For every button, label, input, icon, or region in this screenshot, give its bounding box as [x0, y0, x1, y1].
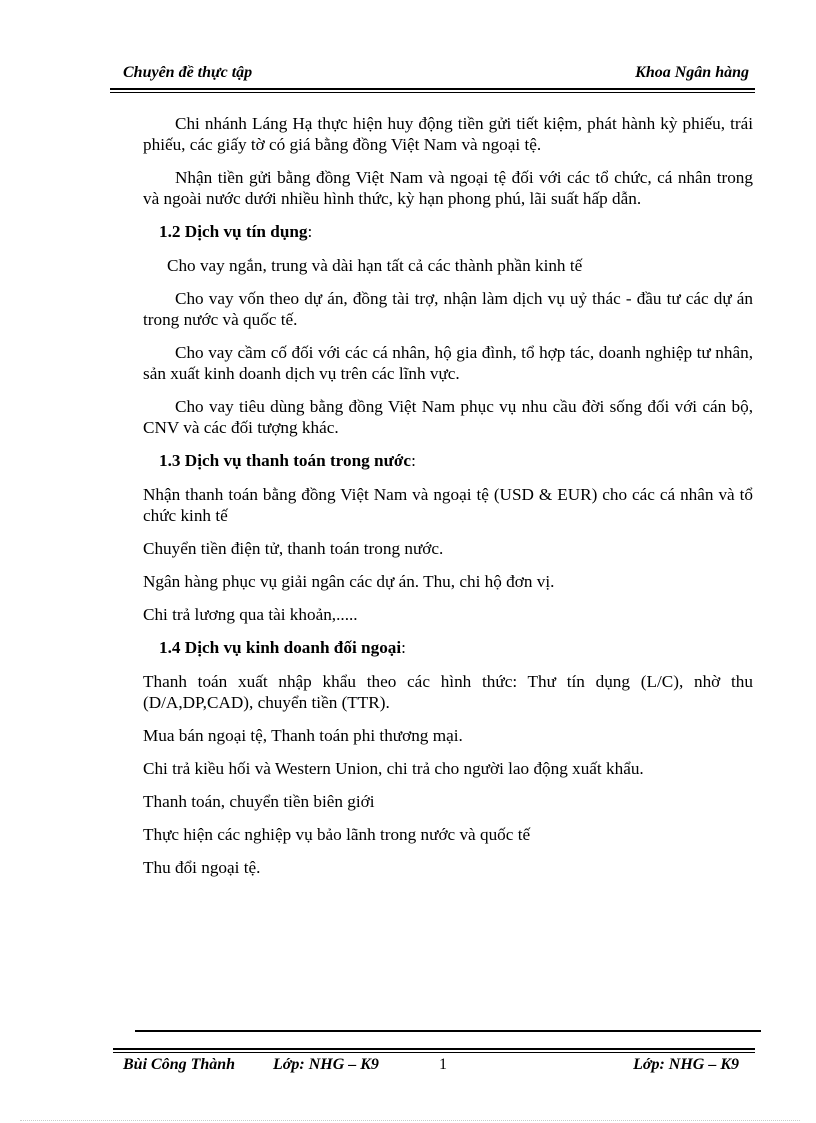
- section-heading-1-4: 1.4 Dịch vụ kinh doanh đối ngoại:: [159, 638, 406, 657]
- paragraph: Cho vay ngắn, trung và dài hạn tất cả các thành phần kinh tế: [167, 256, 583, 275]
- paragraph: Cho vay vốn theo dự án, đồng tài trợ, nhận làm dịch vụ uỷ thác - đầu tư các dự án trong nước và quốc tế.: [143, 289, 753, 329]
- paragraph: Nhận thanh toán bằng đồng Việt Nam và ngoại tệ (USD & EUR) cho các cá nhân và tổ chức kinh tế: [143, 485, 753, 525]
- header-rule-top: [110, 88, 755, 90]
- page-bottom-dotted-line: [20, 1120, 800, 1121]
- section-heading-text: 1.4 Dịch vụ kinh doanh đối ngoại: [159, 638, 402, 657]
- footer-rule-double-top: [113, 1048, 755, 1050]
- section-heading-text: 1.2 Dịch vụ tín dụng: [159, 222, 308, 241]
- paragraph: Nhận tiền gửi bằng đồng Việt Nam và ngoại tệ đối với các tổ chức, cá nhân trong và ngoài nước dưới nhiều hình thức, kỳ hạn phong phú, lãi suất hấp dẫn.: [143, 168, 753, 208]
- paragraph: Thanh toán, chuyển tiền biên giới: [143, 792, 375, 811]
- paragraph: Cho vay tiêu dùng bằng đồng Việt Nam phục vụ nhu cầu đời sống đối với cán bộ, CNV và các đối tượng khác.: [143, 397, 753, 437]
- footer-author: Bùi Công Thành: [123, 1056, 236, 1073]
- footer-class-right: Lớp: NHG – K9: [633, 1056, 739, 1073]
- paragraph: Thanh toán xuất nhập khẩu theo các hình thức: Thư tín dụng (L/C), nhờ thu (D/A,DP,CAD), chuyển tiền (TTR).: [143, 672, 753, 712]
- page-number: 1: [439, 1056, 447, 1073]
- document-body: [143, 113, 753, 890]
- page-footer: [113, 1056, 753, 1078]
- header-left-title: Chuyên đề thực tập: [123, 64, 253, 81]
- paragraph: Mua bán ngoại tệ, Thanh toán phi thương mại.: [143, 726, 463, 745]
- footer-rule-upper: [135, 1030, 761, 1032]
- section-heading-1-3: 1.3 Dịch vụ thanh toán trong nước:: [159, 451, 416, 470]
- page-header: [113, 64, 753, 86]
- paragraph: Chi trả lương qua tài khoản,.....: [143, 605, 358, 624]
- footer-class-left: Lớp: NHG – K9: [273, 1056, 379, 1073]
- paragraph: Thực hiện các nghiệp vụ bảo lãnh trong nước và quốc tế: [143, 825, 531, 844]
- header-rule-bottom: [110, 92, 755, 93]
- section-heading-1-2: 1.2 Dịch vụ tín dụng:: [159, 222, 313, 241]
- paragraph: Chi trả kiều hối và Western Union, chi trả cho người lao động xuất khẩu.: [143, 759, 644, 778]
- footer-rule-double-bottom: [113, 1052, 755, 1053]
- paragraph: Chuyển tiền điện tử, thanh toán trong nước.: [143, 539, 444, 558]
- paragraph: Ngân hàng phục vụ giải ngân các dự án. Thu, chi hộ đơn vị.: [143, 572, 555, 591]
- header-right-title: Khoa Ngân hàng: [635, 64, 749, 81]
- paragraph: Cho vay cầm cố đối với các cá nhân, hộ gia đình, tổ hợp tác, doanh nghiệp tư nhân, sản xuất kinh doanh dịch vụ trên các lĩnh vực.: [143, 343, 753, 383]
- paragraph: Thu đổi ngoại tệ.: [143, 858, 261, 877]
- paragraph: Chi nhánh Láng Hạ thực hiện huy động tiền gửi tiết kiệm, phát hành kỳ phiếu, trái phiếu, các giấy tờ có giá bằng đồng Việt Nam và ngoại tệ.: [143, 114, 753, 154]
- section-heading-text: 1.3 Dịch vụ thanh toán trong nước: [159, 451, 412, 470]
